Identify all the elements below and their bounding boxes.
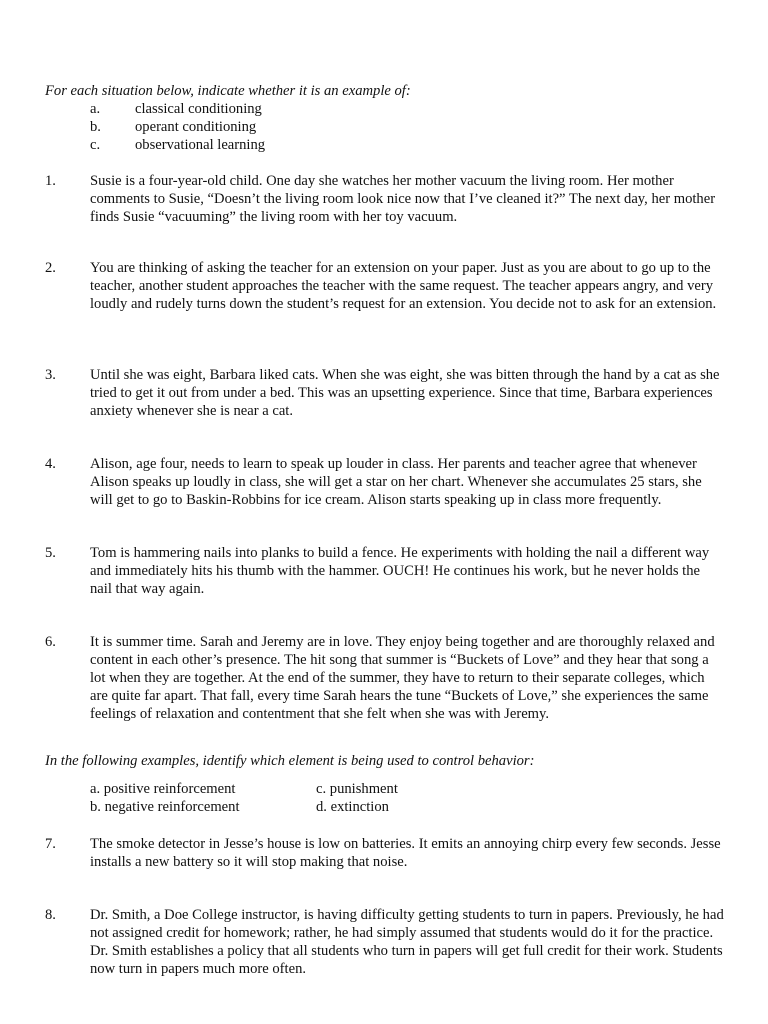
question-number: 4. <box>45 456 56 472</box>
question-number: 5. <box>45 545 56 561</box>
section2-instructions: In the following examples, identify which element is being used to control behavior: <box>45 753 535 769</box>
question-number: 2. <box>45 260 56 276</box>
question-5 <box>45 544 725 598</box>
question-text: You are thinking of asking the teacher for an extension on your paper. Just as you are about to go up to the teacher, another student approaches the teacher with the same request. The teacher appears angry, and very loudly and rudely turns down the student’s request for an extension. You decide not to ask for an extension. <box>90 260 717 312</box>
choice-marker: c. <box>90 137 101 153</box>
option-punishment: c. punishment <box>316 781 398 797</box>
option-negative-reinforcement: b. negative reinforcement <box>90 799 240 815</box>
question-number: 8. <box>45 907 56 923</box>
option-extinction: d. extinction <box>316 799 389 815</box>
question-text: Alison, age four, needs to learn to speak up louder in class. Her parents and teacher agree that whenever Alison speaks up loudly in class, she will get a star on her chart. Whenever she accumulates 25 stars, she will get to go to Baskin-Robbins for ice cream. Alison starts speaking up in class more frequently. <box>90 456 702 508</box>
question-7 <box>45 835 725 871</box>
question-1 <box>45 172 725 226</box>
question-text: Dr. Smith, a Doe College instructor, is having difficulty getting students to turn in papers. Previously, he had not assigned credit for homework; rather, he had simply assumed that students would do it for the practice. Dr. Smith establishes a policy that all students who turn in papers will get full credit for their work. Students now turn in papers much more often. <box>90 907 724 977</box>
question-number: 3. <box>45 367 56 383</box>
question-number: 6. <box>45 634 56 650</box>
question-8 <box>45 906 725 978</box>
question-number: 1. <box>45 173 56 189</box>
choice-label: classical conditioning <box>135 101 262 117</box>
question-text: Tom is hammering nails into planks to build a fence. He experiments with holding the nail a different way and immediately hits his thumb with the hammer. OUCH! He continues his work, but he never holds the nail that way again. <box>90 545 710 597</box>
question-3 <box>45 366 725 420</box>
question-text: It is summer time. Sarah and Jeremy are in love. They enjoy being together and are thoroughly relaxed and content in each other’s presence. The hit song that summer is “Buckets of Love” and they hear that song a lot when they are together. At the end of the summer, they have to return to their separate colleges, which are quite far apart. That fall, every time Sarah hears the tune “Buckets of Love,” she experiences the same feelings of relaxation and contentment that she felt when she was with Jeremy. <box>90 634 715 722</box>
section1-instructions: For each situation below, indicate whether it is an example of: <box>45 83 411 99</box>
control-options-list <box>90 780 490 816</box>
question-text: Susie is a four-year-old child. One day she watches her mother vacuum the living room. Her mother comments to Susie, “Doesn’t the living room look nice now that I’ve cleaned it?” The next day, her mother finds Susie “vacuuming” the living room with her toy vacuum. <box>90 173 716 225</box>
question-6 <box>45 633 725 723</box>
question-text: The smoke detector in Jesse’s house is low on batteries. It emits an annoying chirp every few seconds. Jesse installs a new battery so it will stop making that noise. <box>90 836 721 870</box>
option-positive-reinforcement: a. positive reinforcement <box>90 781 236 797</box>
question-2 <box>45 259 725 313</box>
question-text: Until she was eight, Barbara liked cats. When she was eight, she was bitten through the hand by a cat as she tried to get it out from under a bed. This was an upsetting experience. Since that time, Barbara experiences anxiety whenever she is near a cat. <box>90 367 720 419</box>
question-number: 7. <box>45 836 56 852</box>
choice-marker: a. <box>90 101 101 117</box>
question-4 <box>45 455 725 509</box>
choice-label: operant conditioning <box>135 119 257 135</box>
choice-marker: b. <box>90 119 101 135</box>
choice-label: observational learning <box>135 137 266 153</box>
